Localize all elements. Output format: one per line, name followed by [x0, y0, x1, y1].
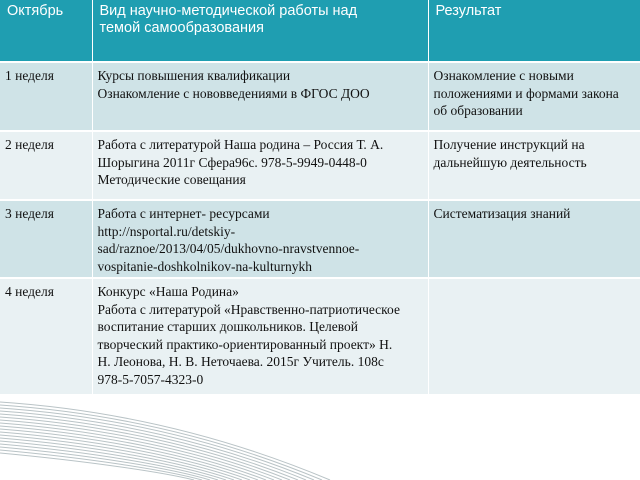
table-row-week-4	[0, 278, 640, 395]
result-line: дальнейшую деятельность	[433, 154, 587, 170]
result-cell	[428, 62, 640, 131]
wave-line	[0, 447, 210, 480]
result-cell-empty	[428, 278, 640, 395]
week-label: 2 неделя	[5, 137, 54, 152]
table-header-row	[0, 0, 640, 62]
result-cell	[428, 200, 640, 278]
decorative-wave-lines	[0, 380, 640, 480]
header-period	[0, 0, 92, 62]
activity-line: Н. Леонова, Н. В. Неточаева. 2015г Учитель. 108с	[97, 354, 384, 369]
table-row-week-2	[0, 131, 640, 200]
result-cell	[428, 131, 640, 200]
activity-line: Шорыгина 2011г Сфера96с. 978-5-9949-0448-0	[97, 154, 367, 170]
header-result	[428, 0, 640, 62]
activity-line: Работа с интернет- ресурсами	[97, 206, 270, 221]
activity-cell	[92, 200, 428, 278]
header-result-label: Результат	[435, 3, 502, 19]
week-cell	[0, 278, 92, 395]
wave-line-group	[0, 402, 330, 480]
result-line: об образовании	[433, 103, 523, 118]
header-activity-line1: Вид научно-методической работы над	[99, 3, 358, 19]
activity-line: Конкурс «Наша Родина»	[97, 284, 239, 299]
activity-line: Работа с литературой «Нравственно-патриотическое	[97, 301, 400, 317]
table-row-week-1	[0, 62, 640, 131]
activity-cell	[92, 131, 428, 200]
activity-line: sad/raznoe/2013/04/05/dukhovno-nravstvennoe-	[97, 241, 360, 256]
activity-line: http://nsportal.ru/detskiy-	[97, 223, 236, 239]
header-activity	[92, 0, 428, 62]
activity-line: 978-5-7057-4323-0	[97, 371, 204, 387]
week-cell	[0, 200, 92, 278]
week-label: 1 неделя	[5, 68, 54, 83]
table-row-week-3	[0, 200, 640, 278]
activity-line: vospitanie-doshkolnikov-na-kulturnykh	[97, 258, 312, 274]
week-label: 4 неделя	[5, 284, 54, 299]
activity-line: Работа с литературой Наша родина – Россия Т. А.	[97, 137, 384, 152]
result-line: положениями и формами закона	[433, 85, 619, 101]
activity-line: Методические совещания	[97, 172, 246, 187]
activity-line: Курсы повышения квалификации	[97, 68, 291, 83]
activity-cell	[92, 62, 428, 131]
activity-line: Ознакомление с нововведениями в ФГОС ДОО	[97, 85, 370, 101]
week-label: 3 неделя	[5, 206, 54, 221]
activity-line: творческий практико-ориентированный проект» Н.	[97, 336, 393, 352]
result-line: Получение инструкций на	[433, 137, 585, 152]
header-period-label: Октябрь	[7, 3, 64, 19]
activity-line: воспитание старших дошкольников. Целевой	[97, 319, 359, 334]
result-line: Ознакомление с новыми	[433, 68, 574, 83]
activity-cell	[92, 278, 428, 395]
result-line: Систематизация знаний	[433, 206, 571, 221]
week-cell	[0, 62, 92, 131]
header-activity-line2: темой самообразования	[99, 20, 264, 36]
week-cell	[0, 131, 92, 200]
